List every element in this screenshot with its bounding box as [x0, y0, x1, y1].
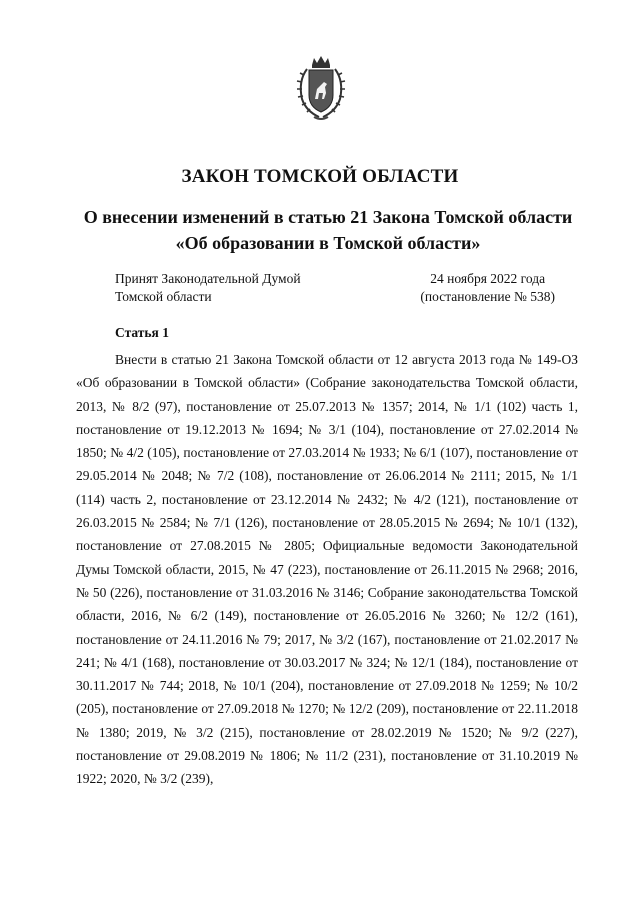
adopted-by — [115, 270, 301, 306]
resolution-number: (постановление № 538) — [420, 289, 555, 304]
article-heading: Статья 1 — [115, 325, 169, 340]
law-title: ЗАКОН ТОМСКОЙ ОБЛАСТИ — [181, 166, 459, 187]
coat-of-arms-icon — [290, 55, 352, 123]
law-subtitle: О внесении изменений в статью 21 Закона Томской области «Об образовании в Томской области» — [83, 207, 573, 253]
adoption-date: 24 ноября 2022 года — [430, 271, 546, 286]
article-body-text: Внести в статью 21 Закона Томской области от 12 августа 2013 года № 149-ОЗ «Об образовании в Томской области» (Собрание законодательства Томской области, 2013, № 8/2 (97), постановление от 25.07.2013 № 1357; 2014, № 1/1 (102) часть 1, постановление от 19.12.2013 № 1694; № 3/1 (104), постановление от 27.02.2014 № 1850; № 4/2 (105), постановление от 27.03.2014 № 1933; № 6/1 (107), постановление от 29.05.2014 № 2048; № 7/2 (108), постановление от 26.06.2014 № 2111; 2015, № 1/1 (114) часть 2, постановление от 23.12.2014 № 2432; № 4/2 (121), постановление от 26.03.2015 № 2584; № 7/1 (126), постановление от 28.05.2015 № 2694; № 10/1 (132), постановление от 27.08.2015 № 2805; Официальные ведомости Законодательной Думы Томской области, 2015, № 47 (223), постановление от 26.11.2015 № 2968; 2016, № 50 (226), постановление от 31.03.2016 № 3146; Собрание законодательства Томской области, 2016, № 6/2 (149), постановление от 26.05.2016 № 3260; № 12/2 (161), постановление от 24.11.2016 № 79; 2017, № 3/2 (167), постановление от 21.02.2017 № 241; № 4/1 (168), постановление от 30.03.2017 № 324; № 12/1 (184), постановление от 30.11.2017 № 744; 2018, № 10/1 (204), постановление от 27.09.2018 № 1259; № 10/2 (205), постановление от 27.09.2018 № 1270; № 12/2 (209), постановление от 22.11.2018 № 1380; 2019, № 3/2 (215), постановление от 28.02.2019 № 1520; № 9/2 (227), постановление от 29.08.2019 № 1806; № 11/2 (231), постановление от 31.10.2019 № 1922; 2020, № 3/2 (239), — [76, 352, 578, 787]
adopted-by-line2: Томской области — [115, 289, 212, 304]
adopted-by-line1: Принят Законодательной Думой — [115, 271, 301, 286]
adoption-info — [420, 270, 555, 306]
